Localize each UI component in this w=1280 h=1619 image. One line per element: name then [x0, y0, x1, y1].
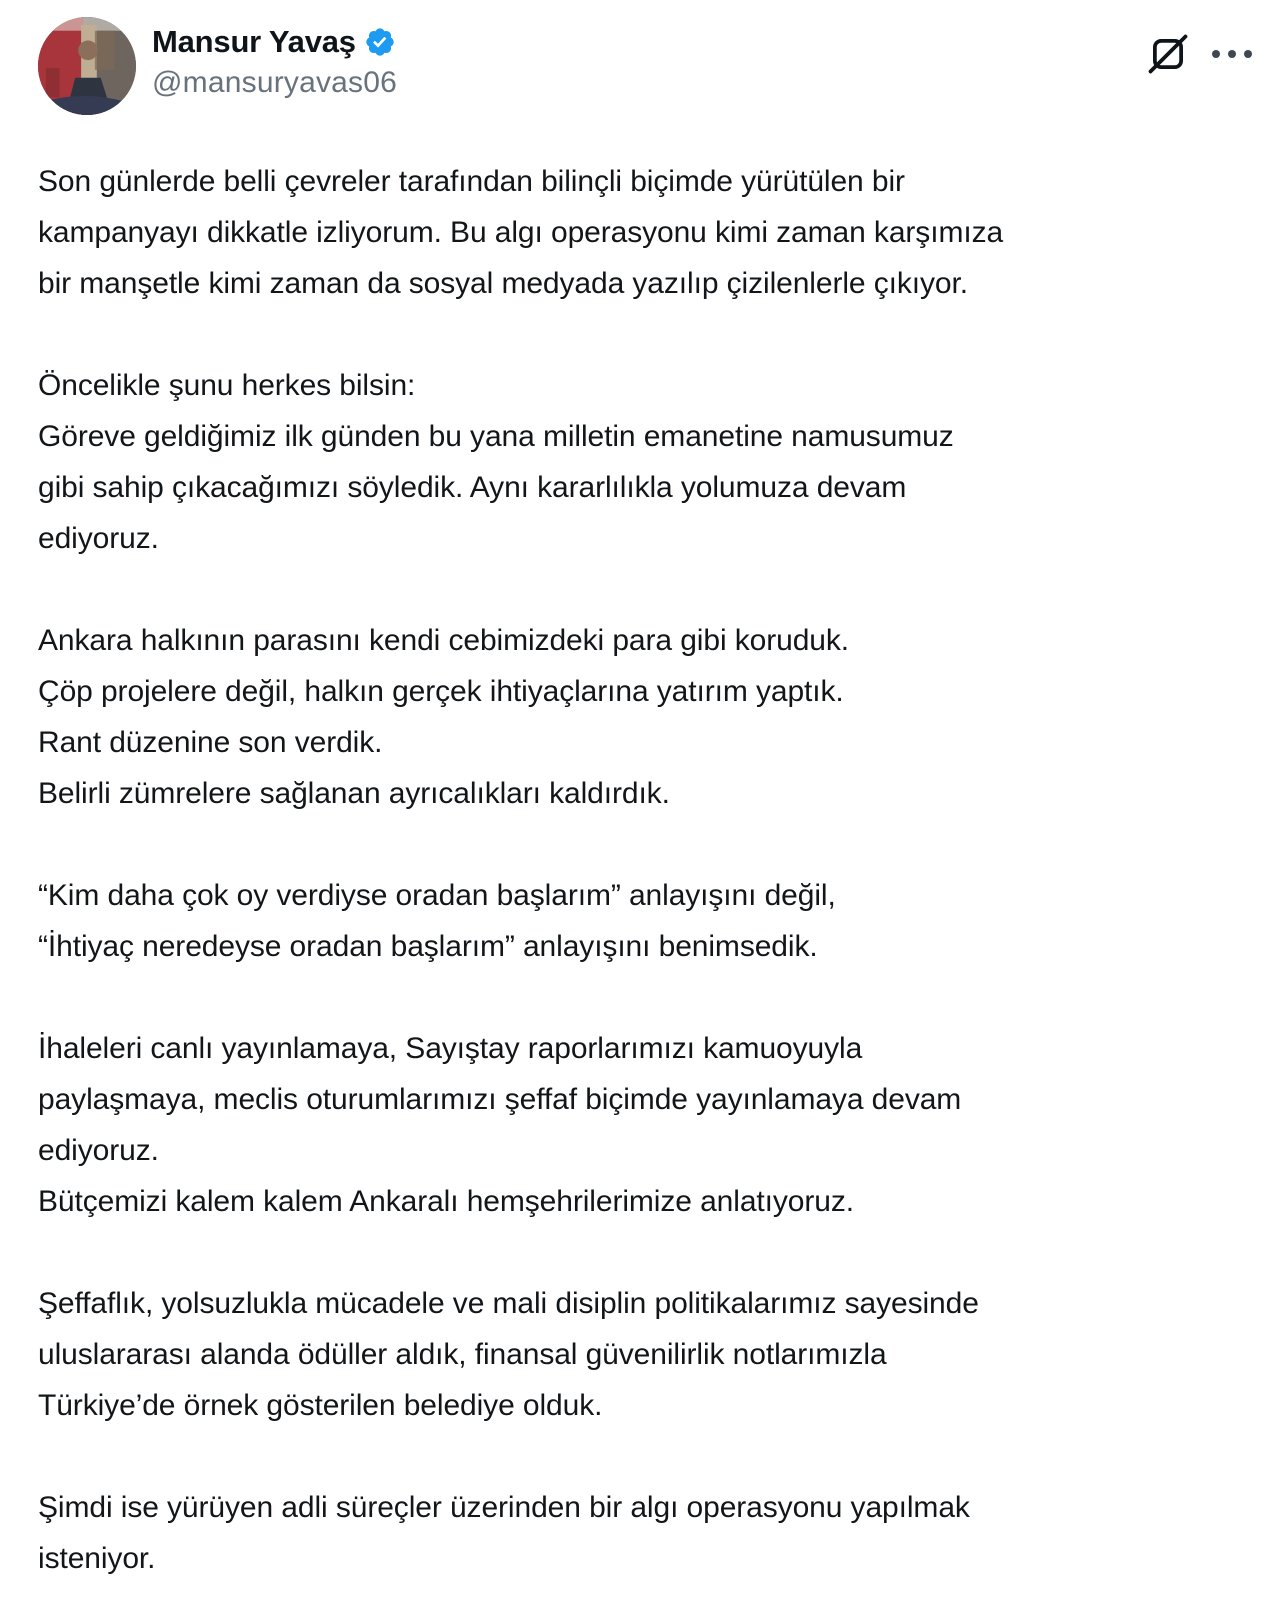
user-identity — [152, 16, 397, 100]
tweet-body-text: Son günlerde belli çevreler tarafından bilinçli biçimde yürütülen bir kampanyayı dikkatle izliyorum. Bu algı operasyonu kimi zaman karşımıza bir manşetle kimi zaman da sosyal medyada yazılıp çizilenlerle çıkıyor. Öncelikle şunu herkes bilsin: Göreve geldiğimiz ilk günden bu yana milletin emanetine namusumuz gibi sahip çıkacağımızı söyledik. Aynı kararlılıkla yolumuza devam ediyoruz. Ankara halkının parasını kendi cebimizdeki para gibi koruduk. Çöp projelere değil, halkın gerçek ihtiyaçlarına yatırım yaptık. Rant düzenine son verdik. Belirli zümrelere sağlanan ayrıcalıkları kaldırdık. “Kim daha çok oy verdiyse oradan başlarım” anlayışını değil, “İhtiyaç neredeyse oradan başlarım” anlayışını benimsedik. İhaleleri canlı yayınlamaya, Sayıştay raporlarımızı kamuoyuyla paylaşmaya, meclis oturumlarımızı şeffaf biçimde yayınlamaya devam ediyoruz. Bütçemizi kalem kalem Ankaralı hemşehrilerimize anlatıyoruz. Şeffaflık, yolsuzlukla mücadele ve mali disiplin politikalarımız sayesinde uluslararası alanda ödüller aldık, finansal güvenilirlik notlarımızla Türkiye’de örnek gösterilen belediye olduk. Şimdi ise yürüyen adli süreçler üzerinden bir algı operasyonu yapılmak isteniyor. — [38, 165, 1004, 1575]
profile-photo-image — [38, 17, 136, 115]
header-actions — [1144, 30, 1258, 78]
display-name[interactable]: Mansur Yavaş — [152, 24, 356, 59]
tweet-header — [38, 16, 1258, 120]
avatar[interactable] — [38, 17, 136, 115]
verified-badge-icon — [364, 26, 396, 58]
grok-icon[interactable] — [1144, 30, 1192, 78]
user-handle[interactable]: @mansuryavas06 — [152, 66, 398, 99]
more-options-icon[interactable] — [1206, 41, 1258, 67]
name-row — [152, 24, 397, 60]
